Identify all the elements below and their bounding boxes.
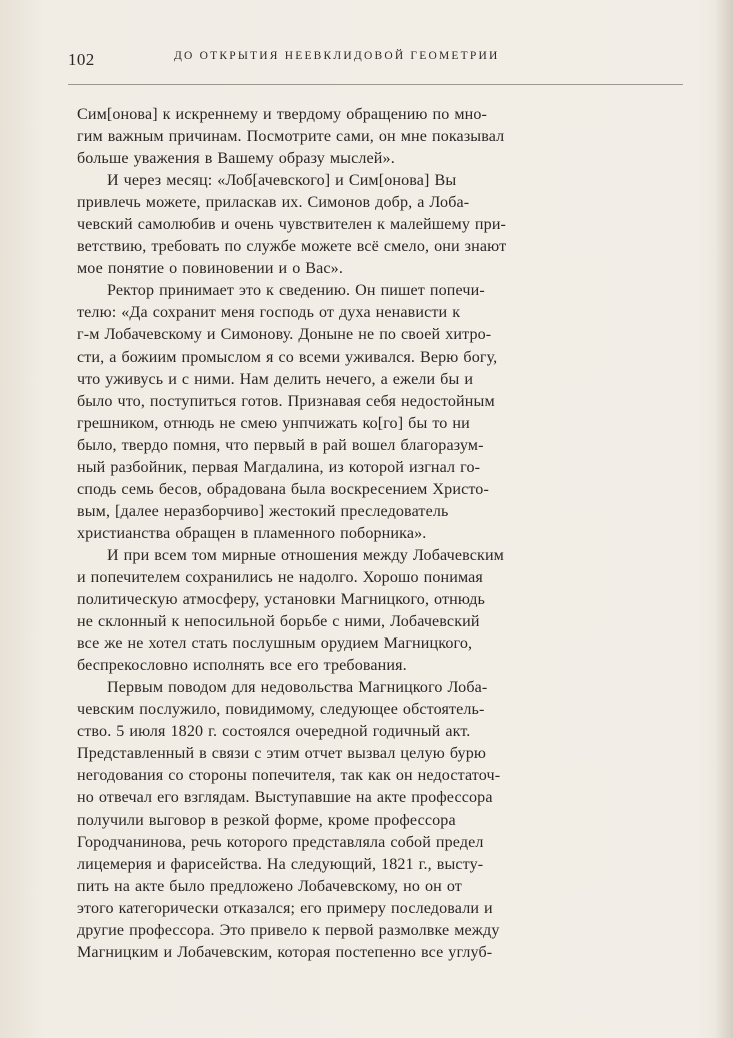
text-line: привлечь можете, приласкав их. Симонов добр, а Лоба-	[77, 194, 470, 212]
text-line: политическую атмосферу, установки Магницкого, отнюдь	[77, 591, 485, 609]
text-line: и попечителем сохранились не надолго. Хорошо понимая	[77, 568, 483, 586]
text-line: вым, [далее неразборчиво] жестокий преследователь	[77, 502, 449, 520]
text-line: беспрекословно исполнять все его требования.	[77, 657, 407, 675]
text-line: другие профессора. Это привело к первой размолвке между	[77, 921, 500, 939]
text-line: Первым поводом для недовольства Магницкого Лоба-	[107, 679, 488, 697]
text-line: получили выговор в резкой форме, кроме профессора	[77, 811, 456, 829]
running-title: ДО ОТКРЫТИЯ НЕЕВКЛИДОВОЙ ГЕОМЕТРИИ	[174, 50, 500, 62]
text-line: но отвечал его взглядам. Выступавшие на акте профессора	[77, 789, 493, 807]
text-line: лицемерия и фарисейства. На следующий, 1821 г., высту-	[77, 855, 484, 873]
header-rule	[68, 84, 683, 85]
text-line: сти, а божиим промыслом я со всеми уживался. Верю богу,	[77, 348, 498, 366]
text-line: пить на акте было предложено Лобачевскому, но он от	[77, 877, 462, 895]
text-line: Сим[онова] к искреннему и твердому обращению по мно-	[77, 106, 488, 123]
body-text	[77, 104, 693, 964]
text-line: И через месяц: «Лоб[ачевского] и Сим[онова] Вы	[107, 172, 457, 190]
page-header	[68, 46, 683, 76]
text-line: больше уважения в Вашему образу мыслей».	[77, 150, 395, 168]
text-line: Ректор принимает это к сведению. Он пишет попечи-	[107, 282, 485, 300]
text-line: не склонный к непосильной борьбе с ними, Лобачевский	[77, 613, 480, 631]
text-line: негодования со стороны попечителя, так как он недостаточ-	[77, 767, 501, 785]
text-line: ный разбойник, первая Магдалина, из которой изгнал го-	[77, 458, 481, 476]
text-line: г-м Лобачевскому и Симонову. Доныне не по своей хитро-	[77, 326, 492, 344]
text-line: телю: «Да сохранит меня господь от духа ненависти к	[77, 304, 461, 322]
text-line: мое понятие о повиновении и о Вас».	[77, 260, 343, 278]
text-line: гим важным причинам. Посмотрите сами, он мне показывал	[77, 128, 505, 146]
text-line: что уживусь и с ними. Нам делить нечего, а ежели бы и	[77, 370, 474, 388]
text-line: было что, поступиться готов. Признавая себя недостойным	[77, 392, 495, 410]
page-edge-shadow	[715, 0, 733, 1038]
text-line: Городчанинова, речь которого представляла собой предел	[77, 833, 484, 851]
text-line: ветствию, требовать по службе можете всё смело, они знают	[77, 238, 507, 256]
text-line: чевский самолюбив и очень чувствителен к малейшему при-	[77, 216, 507, 234]
text-line: чевским послужило, повидимому, следующее обстоятель-	[77, 701, 485, 719]
text-line: Магницким и Лобачевским, которая постепенно все углуб-	[77, 943, 493, 961]
page-number: 102	[68, 50, 95, 69]
text-line: все же не хотел стать послушным орудием Магницкого,	[77, 635, 473, 653]
text-line: Представленный в связи с этим отчет вызвал целую бурю	[77, 745, 487, 763]
text-line: христианства обращен в пламенного поборника».	[77, 524, 427, 542]
text-line: И при всем том мирные отношения между Лобачевским	[107, 546, 504, 564]
text-line: сподь семь бесов, обрадована была воскресением Христо-	[77, 480, 489, 498]
text-line: этого категорически отказался; его примеру последовали и	[77, 899, 493, 917]
text-line: грешником, отнюдь не смею унпчижать ко[го] бы то ни	[77, 414, 470, 432]
text-line: было, твердо помня, что первый в рай вошел благоразум-	[77, 436, 484, 454]
text-line: ство. 5 июля 1820 г. состоялся очередной годичный акт.	[77, 723, 471, 741]
